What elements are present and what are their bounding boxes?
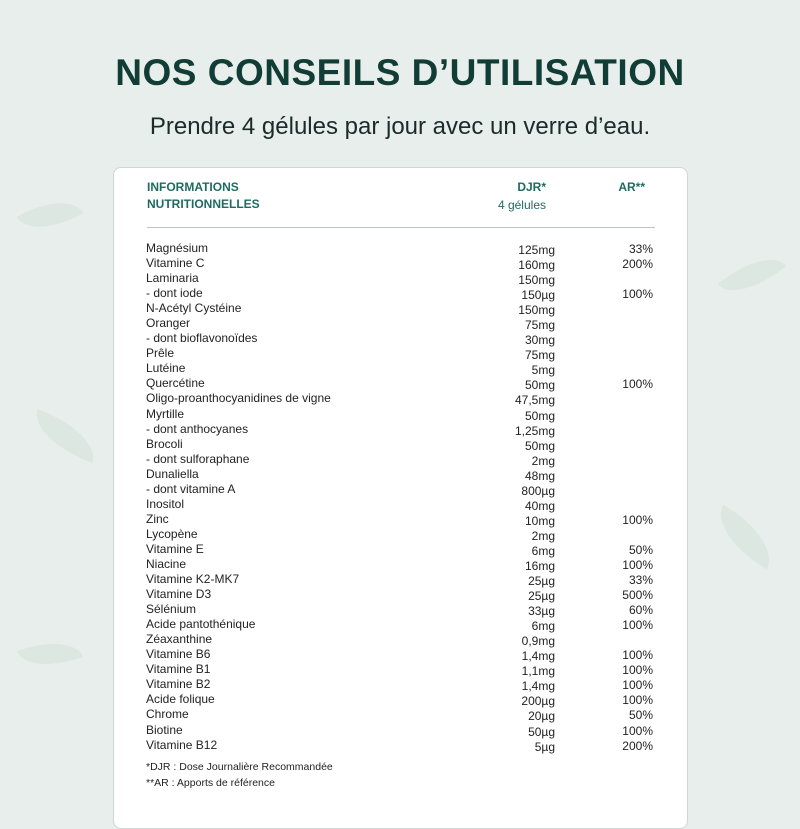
djr-value: 2mg	[531, 453, 555, 468]
nutrition-rows	[146, 241, 656, 753]
ar-value: 200%	[622, 257, 653, 272]
djr-value: 33µg	[528, 604, 555, 619]
table-row	[146, 271, 656, 286]
leaf-decoration	[17, 631, 83, 678]
nutrient-name: - dont sulforaphane	[146, 451, 250, 466]
ar-value: 33%	[628, 242, 653, 256]
nutrient-name: Quercétine	[146, 376, 205, 391]
ar-value: 500%	[622, 588, 653, 603]
ar-value: 100%	[622, 287, 653, 302]
nutrient-name: - dont iode	[146, 286, 203, 301]
djr-value: 47,5mg	[514, 393, 555, 408]
djr-value: 40mg	[524, 498, 555, 513]
table-row	[146, 286, 656, 301]
nutrient-name: Vitamine E	[146, 541, 204, 556]
table-row	[146, 301, 656, 316]
leaf-decoration	[706, 505, 784, 569]
nutrient-name: Vitamine B1	[146, 662, 211, 677]
table-row	[146, 452, 656, 467]
nutrient-name: N-Acétyl Cystéine	[146, 301, 242, 316]
djr-value: 50mg	[524, 378, 555, 393]
djr-value: 25µg	[528, 574, 555, 589]
table-row	[146, 316, 656, 331]
header-line-2: NUTRITIONNELLES	[147, 197, 260, 211]
table-row	[146, 723, 656, 738]
ar-column-header: AR**	[618, 180, 645, 194]
nutrient-name: Biotine	[146, 722, 183, 737]
djr-value: 1,1mg	[521, 664, 555, 679]
usage-instruction: Prendre 4 gélules par jour avec un verre d’eau.	[149, 113, 651, 140]
djr-value: 5mg	[531, 363, 555, 378]
nutrient-name: Vitamine C	[146, 256, 205, 271]
nutrient-name: Zéaxanthine	[146, 632, 213, 647]
ar-value: 100%	[622, 723, 653, 738]
nutrient-name: Niacine	[146, 556, 187, 571]
table-row	[146, 527, 656, 542]
nutrient-name: Acide folique	[146, 692, 215, 707]
ar-value: 100%	[622, 678, 653, 693]
table-row	[146, 707, 656, 722]
table-row	[146, 437, 656, 452]
table-row	[146, 647, 656, 662]
ar-value: 100%	[622, 618, 653, 633]
nutrient-name: - dont vitamine A	[146, 481, 236, 496]
djr-value: 125mg	[518, 243, 555, 257]
ar-value: 100%	[622, 693, 653, 708]
djr-value: 25µg	[528, 589, 555, 604]
table-row	[146, 346, 656, 361]
djr-value: 6mg	[531, 543, 555, 558]
table-row	[146, 391, 656, 406]
ar-value: 200%	[622, 738, 653, 753]
table-row	[146, 256, 656, 271]
table-row	[146, 617, 656, 632]
table-row	[146, 407, 656, 422]
ar-value: 100%	[622, 377, 653, 392]
table-row	[146, 331, 656, 346]
djr-column-subheader: 4 gélules	[497, 198, 546, 212]
table-row	[146, 572, 656, 587]
leaf-decoration	[17, 187, 84, 243]
nutrient-name: Magnésium	[146, 241, 209, 255]
djr-value: 2mg	[531, 528, 555, 543]
djr-value: 200µg	[521, 694, 555, 709]
nutrient-name: Lutéine	[146, 361, 186, 376]
nutrient-name: Oranger	[146, 316, 191, 331]
djr-value: 150mg	[518, 303, 555, 318]
table-row	[146, 602, 656, 617]
nutrient-name: Vitamine B6	[146, 647, 211, 662]
djr-column-header: DJR*	[517, 180, 546, 194]
djr-value: 10mg	[524, 513, 555, 528]
nutrient-name: - dont bioflavonoïdes	[146, 331, 258, 346]
table-row	[146, 376, 656, 391]
nutrient-name: Myrtille	[146, 406, 184, 421]
table-header-label	[147, 179, 260, 213]
djr-value: 30mg	[524, 333, 555, 348]
table-row	[146, 422, 656, 437]
nutrient-name: Lycopène	[146, 526, 198, 541]
ar-value: 50%	[628, 542, 653, 557]
djr-value: 50mg	[524, 408, 555, 423]
nutrient-name: Oligo-proanthocyanidines de vigne	[146, 391, 331, 406]
table-row	[146, 692, 656, 707]
djr-value: 1,25mg	[514, 423, 555, 438]
page-title: NOS CONSEILS D’UTILISATION	[115, 52, 685, 93]
nutrient-name: Vitamine D3	[146, 587, 212, 602]
table-row	[146, 542, 656, 557]
nutrient-name: Laminaria	[146, 271, 199, 286]
footnote-djr: *DJR : Dose Journalière Recommandée	[146, 761, 333, 773]
footnotes	[146, 759, 333, 791]
table-row	[146, 361, 656, 376]
nutrient-name: Prêle	[146, 346, 175, 361]
leaf-decoration	[27, 409, 104, 463]
djr-value: 16mg	[524, 558, 555, 573]
nutrient-name: Dunaliella	[146, 466, 199, 481]
footnote-ar: **AR : Apports de référence	[146, 777, 275, 789]
ar-value: 100%	[622, 512, 653, 527]
djr-value: 160mg	[518, 258, 555, 273]
header-line-1: INFORMATIONS	[147, 180, 239, 194]
table-row	[146, 241, 656, 256]
nutrient-name: Zinc	[146, 511, 169, 526]
djr-value: 150µg	[521, 288, 555, 303]
nutrient-name: Chrome	[146, 707, 189, 722]
table-row	[146, 738, 656, 753]
table-row	[146, 587, 656, 602]
ar-value: 100%	[622, 663, 653, 678]
table-row	[146, 662, 656, 677]
djr-value: 800µg	[521, 483, 555, 498]
table-row	[146, 512, 656, 527]
nutrient-name: Inositol	[146, 496, 185, 511]
table-row	[146, 557, 656, 572]
header-divider	[147, 227, 655, 228]
djr-value: 50mg	[524, 438, 555, 453]
leaf-decoration	[718, 243, 786, 307]
djr-value: 1,4mg	[521, 679, 555, 694]
ar-value: 100%	[622, 557, 653, 572]
table-row	[146, 632, 656, 647]
table-row	[146, 467, 656, 482]
nutrient-name: Vitamine K2-MK7	[146, 572, 240, 587]
djr-value: 50µg	[528, 724, 555, 739]
ar-value: 33%	[628, 573, 653, 588]
djr-value: 150mg	[518, 273, 555, 288]
djr-value: 6mg	[531, 619, 555, 634]
djr-value: 1,4mg	[521, 649, 555, 664]
djr-value: 75mg	[524, 348, 555, 363]
nutrition-table-card	[113, 167, 688, 829]
nutrient-name: Vitamine B2	[146, 677, 211, 692]
ar-value: 50%	[628, 708, 653, 723]
ar-value: 100%	[622, 648, 653, 663]
djr-value: 5µg	[534, 739, 555, 754]
djr-value: 0,9mg	[521, 634, 555, 649]
djr-value: 75mg	[524, 318, 555, 333]
nutrient-name: Vitamine B12	[146, 737, 218, 752]
djr-value: 48mg	[524, 468, 555, 483]
ar-value: 60%	[628, 603, 653, 618]
nutrient-name: Acide pantothénique	[146, 617, 256, 632]
djr-value: 20µg	[528, 709, 555, 724]
nutrient-name: Brocoli	[146, 436, 183, 451]
table-row	[146, 482, 656, 497]
nutrient-name: - dont anthocyanes	[146, 421, 249, 436]
table-row	[146, 677, 656, 692]
table-row	[146, 497, 656, 512]
nutrient-name: Sélénium	[146, 602, 197, 617]
